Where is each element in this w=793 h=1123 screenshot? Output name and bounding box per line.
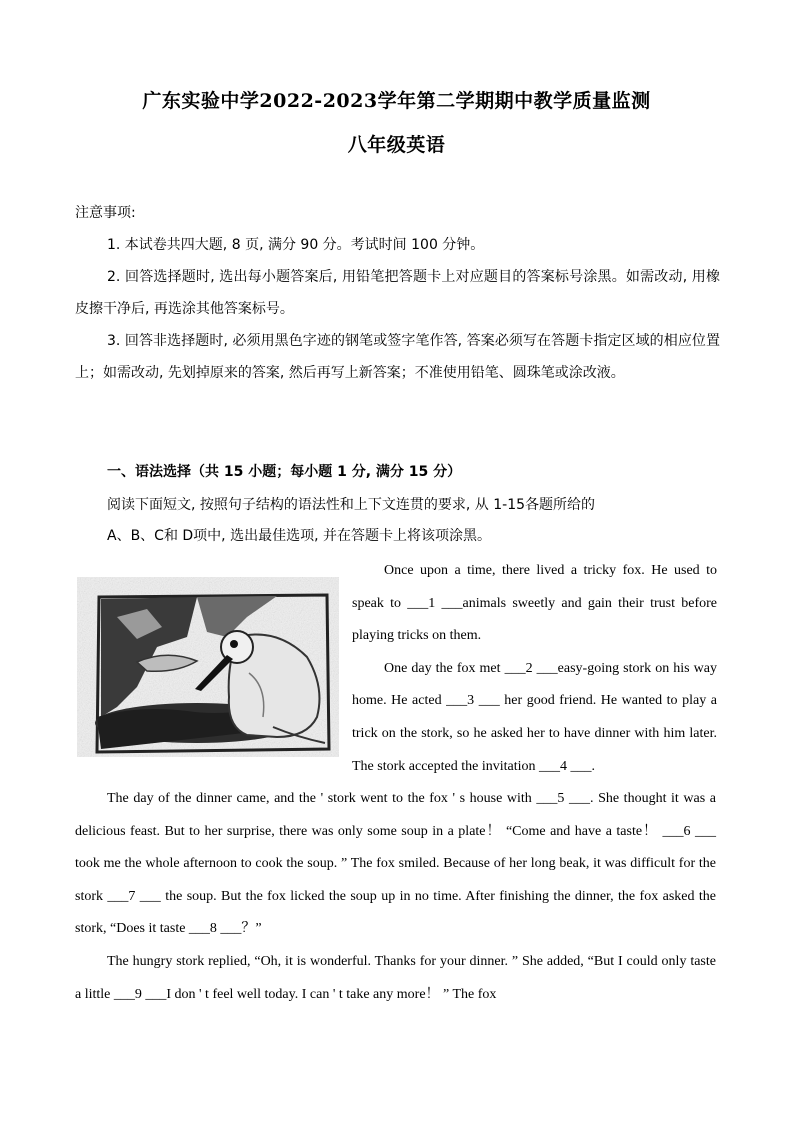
section-heading: 一、语法选择（共 15 小题；每小题 1 分, 满分 15 分）	[107, 464, 462, 480]
passage-paragraph-3: The day of the dinner came, and the ' stork went to the fox ' s house with ___5 ___. She thought it was a delicious feast. But to her surprise, there was only some soup in a plate！ “Come and have a taste！ ___6 ___ took me the whole afternoon to cook the soup. ” The fox smiled. Because of her long beak, it was difficult for the stork ___7 ___ the soup. But the fox licked the soup up in no time. After finishing the dinner, the fox asked the stork, “Does it taste ___8 ___？”	[75, 791, 716, 937]
note-item-1: 1. 本试卷共四大题, 8 页, 满分 90 分。考试时间 100 分钟。	[107, 237, 485, 253]
notes-heading: 注意事项:	[75, 205, 136, 221]
passage-paragraph-4: The hungry stork replied, “Oh, it is wonderful. Thanks for your dinner. ” She added, “But I could only taste a little ___9 ___I don ' t feel well today. I can ' t take any more！ ” The fox	[75, 953, 716, 1002]
passage-intro	[352, 555, 717, 783]
note-item-3: 3. 回答非选择题时, 必须用黑色字迹的钢笔或签字笔作答, 答案必须写在答题卡指定区域的相应位置上；如需改动, 先划掉原来的答案, 然后再写上新答案；不准使用铅笔、圆珠笔或涂改液。	[75, 333, 720, 381]
exam-title: 广东实验中学2022-2023学年第二学期期中教学质量监测	[142, 90, 651, 112]
fox-stork-illustration	[77, 577, 339, 757]
passage-paragraph-1: Once upon a time, there lived a tricky fox. He used to speak to ___1 ___animals sweetly and gain their trust before playing tricks on them.	[352, 563, 717, 644]
passage-paragraph-2: One day the fox met ___2 ___easy-going stork on his way home. He acted ___3 ___ her good friend. He wanted to play a trick on the stork, so he asked her to have dinner with him later. The stork accepted the invitation ___4 ___.	[352, 660, 717, 774]
section-instruction-2: A、B、C和 D项中, 选出最佳选项, 并在答题卡上将该项涂黑。	[107, 528, 491, 544]
passage-body	[75, 783, 716, 1011]
section-instruction-1: 阅读下面短文, 按照句子结构的语法性和上下文连贯的要求, 从 1-15各题所给的	[107, 497, 596, 513]
exam-subject: 八年级英语	[347, 134, 446, 156]
note-item-2: 2. 回答选择题时, 选出每小题答案后, 用铅笔把答题卡上对应题目的答案标号涂黑。如需改动, 用橡皮擦干净后, 再选涂其他答案标号。	[75, 269, 720, 317]
